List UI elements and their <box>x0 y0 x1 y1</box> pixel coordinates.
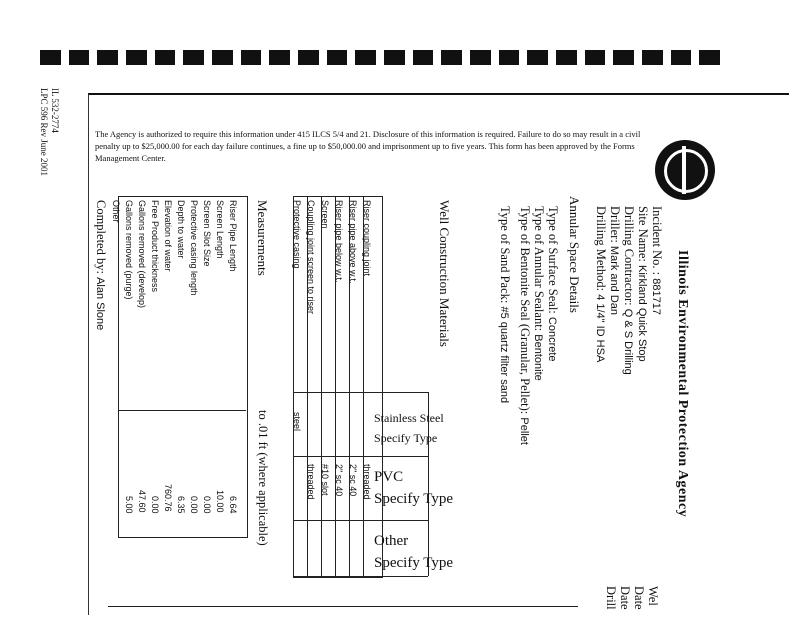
bottom-box-edge <box>108 606 578 607</box>
form-reference <box>10 88 70 368</box>
surface-seal-label: Type of Surface Seal: <box>546 206 560 314</box>
form-number: IL 532-2774 <box>50 88 60 133</box>
materials-title: Well Construction Materials <box>437 200 452 347</box>
right-cut-4: Drill <box>604 586 618 610</box>
completed-label: Completed by: <box>94 200 108 274</box>
right-cut-3: Date <box>618 586 632 610</box>
binder-hole <box>298 50 319 65</box>
incident-label: Incident No. : <box>650 206 664 276</box>
measurement-value: 0.00 <box>189 496 199 514</box>
measurement-label: Depth to water <box>176 200 186 259</box>
material-pvc-value: threaded <box>306 464 316 500</box>
binder-hole <box>40 50 61 65</box>
measurement-value: 10.00 <box>215 490 225 513</box>
measurement-label: Free Product thickness <box>150 200 160 293</box>
measurement-label: Gallons removed (purge) <box>124 200 134 300</box>
binder-hole <box>126 50 147 65</box>
annular-sealant-row <box>531 206 546 381</box>
col-pvc-header: PVC Specify Type <box>374 469 454 507</box>
driller-label: Driller: <box>608 206 622 243</box>
binder-hole <box>556 50 577 65</box>
measurement-value: 6.35 <box>176 496 186 514</box>
binder-hole <box>384 50 405 65</box>
binder-hole <box>499 50 520 65</box>
measurement-value: 0.00 <box>202 496 212 514</box>
disclosure-notice: The Agency is authorized to require this information under 415 ILCS 5/4 and 21. Disclosure of this information is required. Failure to do so may result in a civil penalty up to $25,000.00 for each day failure continues, a fine up to $50,000.00 and imprisonment up to five years. This form has been approved by the Forms Management Center. <box>95 129 641 163</box>
binder-hole <box>69 50 90 65</box>
completed-value: Alan Slone <box>94 277 106 331</box>
method-row <box>593 206 608 362</box>
measurement-value: 6.64 <box>228 496 238 514</box>
measurement-value: 760.76 <box>163 484 173 512</box>
binder-hole <box>269 50 290 65</box>
binder-hole <box>470 50 491 65</box>
measurement-label: Other <box>111 200 121 223</box>
method-label: Drilling Method: <box>594 206 608 292</box>
material-pvc-value: 2" sc 40 <box>348 464 358 497</box>
driller-value: Mark and Dan <box>608 245 620 316</box>
incident-value: 881717 <box>650 278 662 315</box>
sand-pack-label: Type of Sand Pack: <box>498 206 512 304</box>
method-value: 4 1/4" ID HSA <box>594 294 606 363</box>
material-stainless-value: steel <box>292 412 302 432</box>
incident-row <box>649 206 664 315</box>
binder-hole <box>699 50 720 65</box>
binder-hole <box>355 50 376 65</box>
col-other-header: Other Specify Type <box>374 533 454 571</box>
surface-seal-row <box>545 206 560 362</box>
annular-sealant-value: Bentonite <box>532 334 544 381</box>
binder-hole <box>642 50 663 65</box>
binder-holes <box>40 50 720 68</box>
driller-row <box>607 206 622 315</box>
binder-hole <box>183 50 204 65</box>
material-pvc-value: threaded <box>362 464 372 500</box>
site-label: Site Name: <box>636 206 650 262</box>
material-row-label: Riser pipe below w.t. <box>334 200 344 283</box>
bentonite-row <box>517 206 532 445</box>
epa-seal-icon <box>655 140 715 200</box>
binder-hole <box>97 50 118 65</box>
measurements-units: to .01 ft (where applicable) <box>256 410 270 546</box>
completed-row <box>93 200 108 330</box>
binder-hole <box>212 50 233 65</box>
material-pvc-value: #10 slot <box>320 464 330 496</box>
measurements-title: Measurements <box>255 200 270 276</box>
material-pvc-value: 2" sc 40 <box>334 464 344 497</box>
measurement-value: 47.60 <box>137 490 147 513</box>
measurement-label: Gallons removed (develop) <box>137 200 147 309</box>
contractor-label: Drilling Contractor: <box>622 206 636 306</box>
measurement-label: Screen Slot Size <box>202 200 212 267</box>
measurement-label: Screen Length <box>215 200 225 259</box>
measurement-label: Elevation of water <box>163 200 173 272</box>
binder-hole <box>585 50 606 65</box>
binder-hole <box>155 50 176 65</box>
bentonite-value: Pellet <box>518 417 530 445</box>
annular-title: Annular Space Details <box>567 196 582 313</box>
binder-hole <box>441 50 462 65</box>
material-row-label: Riser pipe above w.t. <box>348 200 358 284</box>
right-cut-1: Wel <box>646 586 660 606</box>
site-row <box>635 206 650 362</box>
binder-hole <box>413 50 434 65</box>
binder-hole <box>241 50 262 65</box>
binder-hole <box>327 50 348 65</box>
material-row-label: Coupling joint screen to riser <box>306 200 316 315</box>
form-revision: LPC 596 Rev June 2001 <box>39 88 49 177</box>
measurement-value: 5.00 <box>124 496 134 514</box>
binder-hole <box>527 50 548 65</box>
material-row-label: Screen <box>320 200 330 229</box>
agency-name: Illinois Environmental Protection Agency <box>675 250 690 518</box>
material-row-label: Riser coupling joint <box>362 200 372 277</box>
annular-sealant-label: Type of Annular Sealant: <box>532 206 546 332</box>
sand-pack-value: #5 quartz filter sand <box>498 306 510 404</box>
site-value: Kirkland Quick Stop <box>636 265 648 362</box>
surface-seal-value: Concrete <box>546 316 558 362</box>
col-stainless-header: Stainless Steel Specify Type <box>374 411 444 445</box>
sand-pack-row <box>497 206 512 403</box>
bentonite-label: Type of Bentonite Seal (Granular, Pellet): <box>518 206 532 415</box>
right-cut-2: Date <box>632 586 646 610</box>
measurement-label: Protective casing length <box>189 200 199 296</box>
measurement-value: 0.00 <box>150 496 160 514</box>
binder-hole <box>613 50 634 65</box>
material-row-label: Protective casing <box>292 200 302 269</box>
measurement-label: Riser Pipe Length <box>228 200 238 272</box>
contractor-value: Q & S Drilling <box>622 308 634 375</box>
contractor-row <box>621 206 636 375</box>
binder-hole <box>671 50 692 65</box>
